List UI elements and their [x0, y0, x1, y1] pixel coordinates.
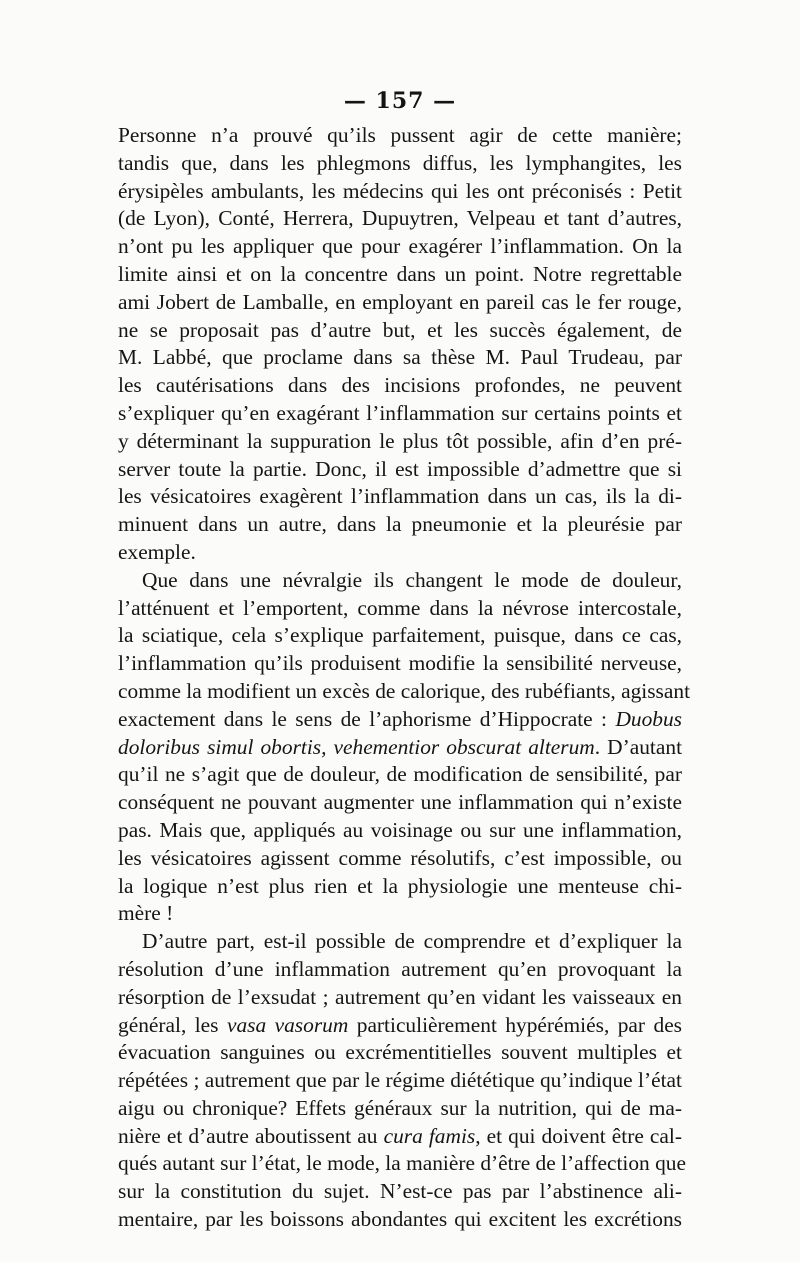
text-line: qu’il ne s’agit que de douleur, de modification de sensibilité, par [118, 762, 682, 787]
text-line: limite ainsi et on la concentre dans un point. Notre regrettable [118, 261, 682, 286]
text-line: évacuation sanguines ou excrémentitielles souvent multiples et [118, 1040, 682, 1065]
text-line: les vésicatoires exagèrent l’inflammation dans un cas, ils la di- [118, 484, 682, 509]
text-line: résolution d’une inflammation autrement qu’en provoquant la [118, 956, 682, 981]
text-line: qués autant sur l’état, le mode, la manière d’être de l’affection que [118, 1151, 686, 1176]
text-line: Personne n’a prouvé qu’ils pussent agir de cette manière; [118, 123, 682, 147]
text-line: mère ! [118, 901, 174, 926]
text-line: la logique n’est plus rien et la physiologie une menteuse chi- [118, 873, 682, 898]
text-line: l’atténuent et l’emportent, comme dans la névrose intercostale, [118, 595, 682, 620]
text-line: mentaire, par les boissons abondantes qui excitent les excrétions [118, 1207, 682, 1232]
text-line: y déterminant la suppuration le plus tôt possible, afin d’en pré- [118, 428, 682, 453]
paragraph [118, 567, 691, 928]
text-line: Que dans une névralgie ils changent le mode de douleur, [142, 567, 682, 592]
paragraph [118, 122, 682, 567]
text-line: général, les vasa vasorum particulièrement hypérémiés, par des [118, 1012, 683, 1037]
text-line: érysipèles ambulants, les médecins qui les ont préconisés : Petit [118, 178, 682, 203]
text-line: server toute la partie. Donc, il est impossible d’admettre que si [118, 456, 682, 481]
text-line: doloribus simul obortis, vehementior obscurat alterum. D’autant [118, 734, 683, 759]
page-number: — 157 — [343, 88, 457, 114]
text-line: n’ont pu les appliquer que pour exagérer l’inflammation. On la [118, 234, 682, 259]
body-text [118, 122, 691, 1234]
text-line: les vésicatoires agissent comme résolutifs, c’est impossible, ou [118, 845, 682, 870]
text-line: exactement dans le sens de l’aphorisme d’Hippocrate : Duobus [118, 706, 682, 731]
text-line: conséquent ne pouvant augmenter une inflammation qui n’existe [118, 790, 682, 815]
text-line: sur la constitution du sujet. N’est-ce pas par l’abstinence ali- [118, 1179, 682, 1204]
text-line: ami Jobert de Lamballe, en employant en pareil cas le fer rouge, [118, 289, 682, 314]
text-line: nière et d’autre aboutissent au cura famis, et qui doivent être cal- [118, 1123, 682, 1148]
text-line: M. Labbé, que proclame dans sa thèse M. Paul Trudeau, par [118, 345, 682, 370]
text-line: aigu ou chronique? Effets généraux sur la nutrition, qui de ma- [118, 1095, 682, 1120]
text-line: les cautérisations dans des incisions profondes, ne peuvent [118, 373, 682, 398]
text-line: résorption de l’exsudat ; autrement qu’en vidant les vaisseaux en [118, 984, 682, 1009]
text-line: pas. Mais que, appliqués au voisinage ou sur une inflammation, [118, 817, 682, 842]
text-line: répétées ; autrement que par le régime diététique qu’indique l’état [118, 1068, 682, 1093]
text-line: minuent dans un autre, dans la pneumonie et la pleurésie par [118, 512, 682, 537]
text-line: comme la modifient un excès de calorique, des rubéfiants, agissant [118, 678, 691, 703]
text-line: l’inflammation qu’ils produisent modifie la sensibilité nerveuse, [118, 651, 682, 676]
text-line: s’expliquer qu’en exagérant l’inflammation sur certains points et [118, 400, 682, 425]
text-line: la sciatique, cela s’explique parfaitement, puisque, dans ce cas, [118, 623, 682, 648]
text-line: tandis que, dans les phlegmons diffus, les lymphangites, les [118, 150, 682, 175]
text-line: (de Lyon), Conté, Herrera, Dupuytren, Velpeau et tant d’autres, [118, 206, 682, 231]
text-line: ne se proposait pas d’autre but, et les succès également, de [118, 317, 682, 342]
text-line: D’autre part, est-il possible de comprendre et d’expliquer la [142, 929, 682, 954]
text-line: exemple. [118, 539, 196, 564]
paragraph [118, 928, 686, 1234]
